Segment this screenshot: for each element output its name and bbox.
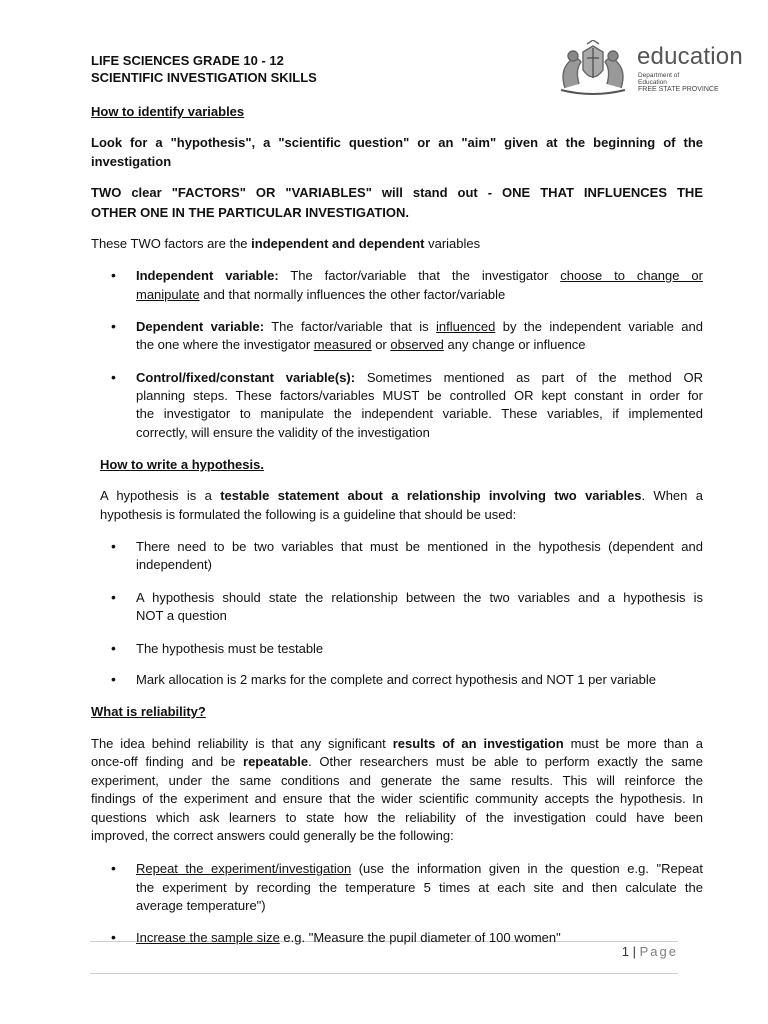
bullet-icon: • [111,369,116,385]
logo-department-line2: Education [638,79,667,86]
bullet-icon: • [111,538,116,554]
control-variable-line2: planning steps. These factors/variables MUST be controlled OR kept constant in order for [136,388,703,403]
hypothesis-definition-line1: A hypothesis is a testable statement about a relationship involving two variables. When a [100,488,703,503]
dependent-variable-line1: Dependent variable: The factor/variable that is influenced by the independent variable and [136,319,703,334]
independent-variable-line1: Independent variable: The factor/variable that the investigator choose to change or [136,268,703,283]
logo-wordmark: education [637,43,743,70]
reliability-paragraph-line6: improved, the correct answers could generally be the following: [91,828,454,843]
hypothesis-guideline-2-line1: A hypothesis should state the relationship between the two variables and a hypothesis is [136,590,703,605]
control-variable-line1: Control/fixed/constant variable(s): Sometimes mentioned as part of the method OR [136,370,703,385]
logo-department-line1: Department of [638,72,680,79]
hypothesis-definition-line2: hypothesis is formulated the following is a guideline that should be used: [100,507,517,522]
bullet-icon: • [111,929,116,945]
reliability-answer-1-line2: the experiment by recording the temperature 5 times at each site and then calculate the [136,880,703,895]
bullet-icon: • [111,640,116,656]
reliability-paragraph-line2: once-off finding and be repeatable. Other researchers must be able to perform exactly the same [91,754,703,769]
paragraph-factors-intro: These TWO factors are the independent and dependent variables [91,236,481,251]
bullet-icon: • [111,860,116,876]
reliability-paragraph-line4: findings of the experiment and ensure that the wider scientific community accepts the hypothesis. In [91,791,703,806]
section-heading-hypothesis: How to write a hypothesis. [100,457,264,472]
logo-province: FREE STATE PROVINCE [638,86,719,93]
reliability-answer-1-line3: average temperature") [136,898,266,913]
hypothesis-guideline-1-line1: There need to be two variables that must be mentioned in the hypothesis (dependent and [136,539,703,554]
header-title-line1: LIFE SCIENCES GRADE 10 - 12 [91,53,284,68]
bullet-icon: • [111,671,116,687]
reliability-answer-2: Increase the sample size e.g. "Measure the pupil diameter of 100 women" [136,930,561,945]
header-title-line2: SCIENTIFIC INVESTIGATION SKILLS [91,70,317,85]
reliability-answer-1-line1: Repeat the experiment/investigation (use the information given in the question e.g. "Repeat [136,861,704,876]
hypothesis-guideline-4: Mark allocation is 2 marks for the complete and correct hypothesis and NOT 1 per variable [136,672,656,687]
section-heading-variables: How to identify variables [91,104,245,119]
section-heading-reliability: What is reliability? [91,704,206,719]
control-variable-line4: correctly, will ensure the validity of the investigation [136,425,430,440]
hypothesis-guideline-1-line2: independent) [136,557,212,572]
coat-of-arms-icon [553,40,633,98]
paragraph-look-for-line2: investigation [91,154,172,169]
hypothesis-guideline-3: The hypothesis must be testable [136,641,324,656]
paragraph-two-factors-line1: TWO clear "FACTORS" OR "VARIABLES" will stand out - ONE THAT INFLUENCES THE [91,185,703,200]
bullet-icon: • [111,267,116,283]
independent-variable-line2: manipulate and that normally influences the other factor/variable [136,287,506,302]
page-number: 1 | Page [621,944,678,959]
reliability-paragraph-line3: experiment, under the same conditions and generate the same results. This will reinforce the [91,773,703,788]
dependent-variable-line2: the one where the investigator measured or observed any change or influence [136,337,586,352]
bullet-icon: • [111,318,116,334]
paragraph-two-factors-line2: OTHER ONE IN THE PARTICULAR INVESTIGATION. [91,205,410,220]
footer-divider [90,973,678,974]
bullet-icon: • [111,589,116,605]
hypothesis-guideline-2-line2: NOT a question [136,608,227,623]
control-variable-line3: the investigator to manipulate the independent variable. These variables, if implemented [136,406,703,421]
reliability-paragraph-line5: questions which ask learners to state how the reliability of the investigation could have been [91,810,703,825]
paragraph-look-for-line1: Look for a "hypothesis", a "scientific question" or an "aim" given at the beginning of the [91,135,703,150]
reliability-paragraph-line1: The idea behind reliability is that any significant results of an investigation must be more than a [91,736,704,751]
